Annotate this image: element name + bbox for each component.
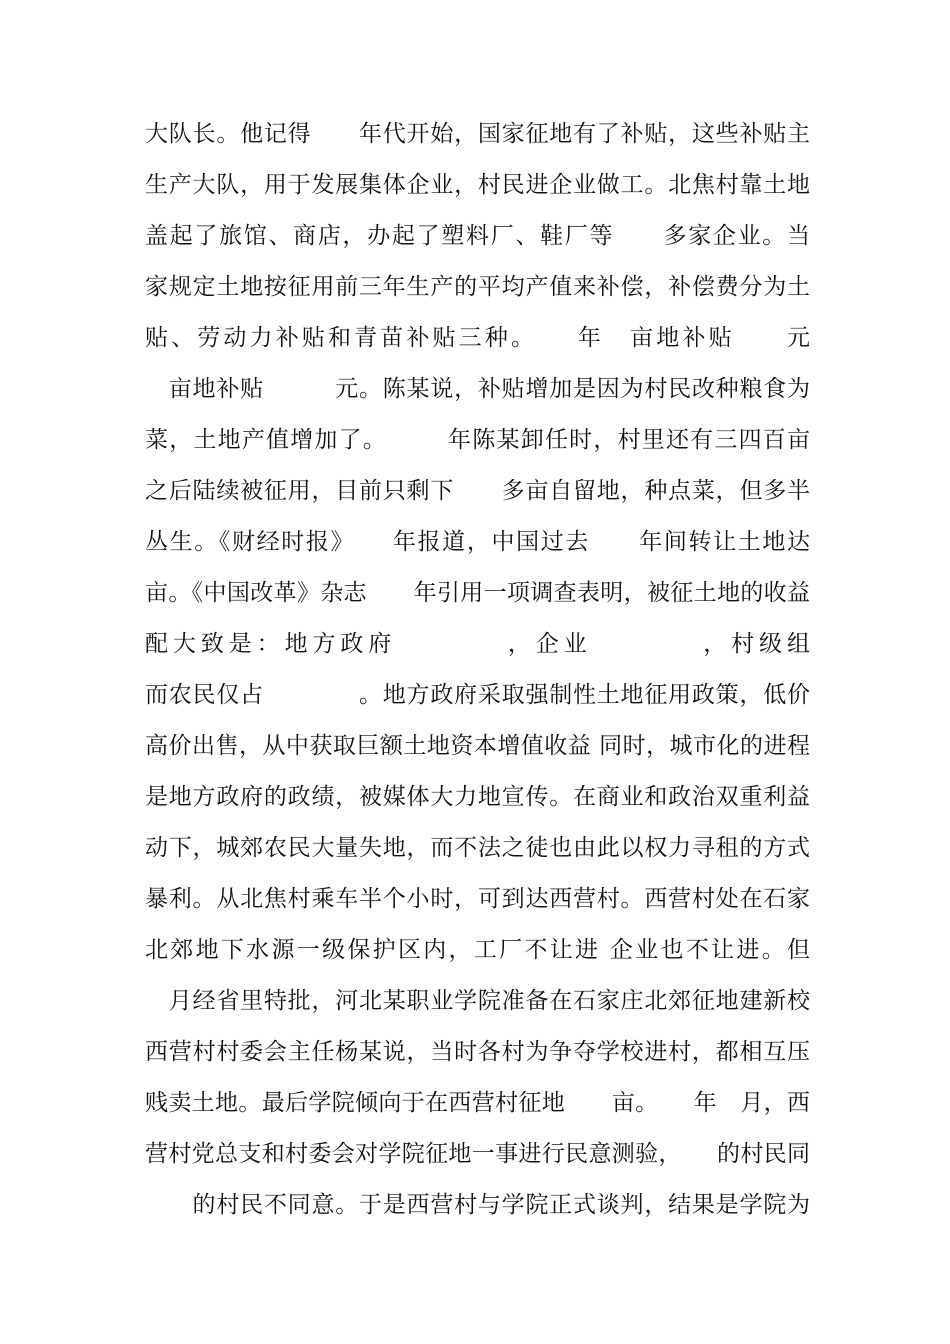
text-line: 之后陆续被征用，目前只剩下 多亩自留地，种点菜，但多半 [145,478,810,504]
text-line: 暴利。从北焦村乘车半个小时，可到达西营村。西营村处在石家 [145,886,810,912]
text-line: 而农民仅占 。地方政府采取强制性土地征用政策，低价 [145,682,810,708]
text-line: 亩地补贴 元。陈某说，补贴增加是因为村民改种粮食为 [168,376,810,402]
text-line: 盖起了旅馆、商店，办起了塑料厂、鞋厂等 多家企业。当 [145,223,810,249]
text-line: 高价出售，从中获取巨额土地资本增值收益 同时，城市化的进程 [145,733,810,759]
text-line: 菜，土地产值增加了。 年陈某卸任时，村里还有三四百亩 [145,427,810,453]
text-line: 动下，城郊农民大量失地，而不法之徒也由此以权力寻租的方式 [145,835,810,861]
text-line: 丛生。《财经时报》 年报道，中国过去 年间转让土地达 [145,529,810,555]
text-line: 是地方政府的政绩，被媒体大力地宣传。在商业和政治双重利益 [145,784,810,810]
text-line: 亩。《中国改革》杂志 年引用一项调查表明，被征土地的收益 [145,580,810,606]
text-line: 大队长。他记得 年代开始，国家征地有了补贴，这些补贴主 [145,121,810,147]
text-line: 配大致是：地方政府 ，企业 ，村级组 [145,631,810,657]
text-line: 的村民不同意。于是西营村与学院正式谈判，结果是学院为 [192,1192,810,1218]
text-line: 贱卖土地。最后学院倾向于在西营村征地 亩。 年 月，西 [145,1090,810,1116]
text-line: 北郊地下水源一级保护区内，工厂不让进 企业也不让进。但 [145,937,810,963]
text-line: 月经省里特批，河北某职业学院准备在石家庄北郊征地建新校 [168,988,810,1014]
text-line: 营村党总支和村委会对学院征地一事进行民意测验， 的村民同 [145,1141,810,1167]
text-line: 家规定土地按征用前三年生产的平均产值来补偿，补偿费分为土 [145,274,810,300]
text-line: 贴、劳动力补贴和青苗补贴三种。 年 亩地补贴 元 [145,325,810,351]
text-line: 西营村村委会主任杨某说，当时各村为争夺学校进村，都相互压 [145,1039,810,1065]
text-line: 生产大队，用于发展集体企业，村民进企业做工。北焦村靠土地 [145,172,810,198]
